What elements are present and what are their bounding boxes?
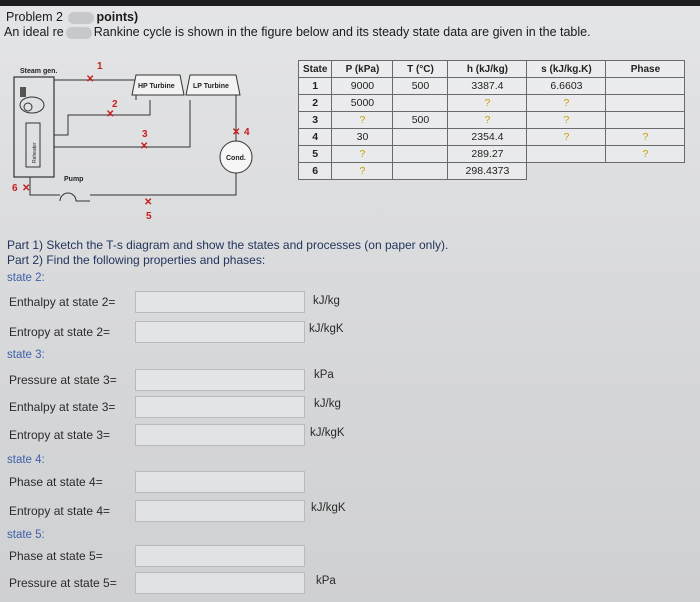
state-marker-1: ✕: [86, 74, 95, 85]
entropy4-label: Entropy at state 4=: [9, 504, 111, 518]
enthalpy3-unit: kJ/kg: [314, 398, 341, 410]
pump-icon: [60, 193, 90, 201]
reheater-label: Reheater: [32, 142, 38, 163]
pressure5-unit: kPa: [316, 575, 336, 587]
cell-temperature: [393, 129, 448, 146]
cell-enthalpy: ?: [448, 112, 527, 129]
hp-turbine-label: HP Turbine: [138, 83, 175, 90]
entropy2-unit: kJ/kgK: [309, 323, 344, 335]
phase4-input[interactable]: [135, 471, 305, 493]
state-marker-3: ✕: [140, 141, 149, 152]
cell-entropy: 6.6603: [527, 78, 606, 95]
cell-enthalpy: 298.4373: [448, 163, 527, 180]
cell-phase: ?: [606, 129, 685, 146]
cell-pressure: 9000: [332, 78, 393, 95]
entropy2-label: Entropy at state 2=: [9, 325, 111, 339]
cell-entropy: ?: [527, 129, 606, 146]
part1-instruction: Part 1) Sketch the T-s diagram and show the states and processes (on paper only).: [7, 238, 449, 252]
cell-pressure: ?: [332, 146, 393, 163]
table-row: [299, 95, 685, 112]
cond-label: Cond.: [226, 155, 246, 162]
state-marker-5: ✕: [144, 197, 153, 208]
cell-temperature: 500: [393, 112, 448, 129]
pump-label: Pump: [64, 176, 84, 183]
cell-enthalpy: 2354.4: [448, 129, 527, 146]
boiler-detail-icon: [20, 87, 26, 97]
phase5-label: Phase at state 5=: [9, 549, 103, 563]
enthalpy2-unit: kJ/kg: [313, 295, 340, 307]
phase4-label: Phase at state 4=: [9, 475, 103, 489]
pipe-6: [30, 177, 60, 195]
state-label-1: 1: [97, 61, 103, 72]
table-row: [299, 78, 685, 95]
state3-heading: state 3:: [7, 349, 45, 361]
obscured-points: [68, 12, 94, 24]
phase5-input[interactable]: [135, 545, 305, 567]
cell-temperature: [393, 163, 448, 180]
pipe-5: [90, 173, 236, 195]
pipe-2: [54, 100, 150, 135]
cell-temperature: [393, 95, 448, 112]
enthalpy2-input[interactable]: [135, 291, 305, 313]
cell-state: 3: [299, 112, 332, 129]
steam-gen-label: Steam gen.: [20, 68, 58, 75]
cell-state: 4: [299, 129, 332, 146]
cell-enthalpy: 289.27: [448, 146, 527, 163]
pipe-3: [54, 100, 190, 147]
top-edge: [0, 0, 700, 6]
cell-pressure: 30: [332, 129, 393, 146]
cell-entropy: ?: [527, 95, 606, 112]
cell-enthalpy: 3387.4: [448, 78, 527, 95]
enthalpy3-input[interactable]: [135, 396, 305, 418]
cell-phase: [606, 163, 685, 180]
obscured-word: [66, 27, 92, 39]
part2-instruction: Part 2) Find the following properties and phases:: [7, 253, 266, 267]
cell-pressure: ?: [332, 112, 393, 129]
enthalpy2-label: Enthalpy at state 2=: [9, 295, 116, 309]
cell-phase: [606, 78, 685, 95]
entropy3-input[interactable]: [135, 424, 305, 446]
pressure3-input[interactable]: [135, 369, 305, 391]
table-row: [299, 112, 685, 129]
cell-phase: [606, 112, 685, 129]
state-marker-2: ✕: [106, 109, 115, 120]
cell-entropy: ?: [527, 112, 606, 129]
state-label-5: 5: [146, 211, 152, 222]
state-label-6: 6: [12, 183, 18, 194]
col-header-phase: Phase: [606, 61, 685, 78]
table-header-row: [299, 61, 685, 78]
cell-phase: [606, 95, 685, 112]
col-header-entropy: s (kJ/kg.K): [527, 61, 606, 78]
table-row: [299, 163, 685, 180]
entropy4-unit: kJ/kgK: [311, 502, 346, 514]
cell-entropy: [527, 163, 606, 180]
problem-statement: An ideal re Rankine cycle is shown in the figure below and its steady state data are given in the table.: [4, 25, 591, 39]
entropy2-input[interactable]: [135, 321, 305, 343]
lp-turbine-label: LP Turbine: [193, 83, 229, 90]
state-label-4: 4: [244, 127, 250, 138]
state4-heading: state 4:: [7, 454, 45, 466]
col-header-enthalpy: h (kJ/kg): [448, 61, 527, 78]
state-marker-4: ✕: [232, 127, 241, 138]
pressure5-input[interactable]: [135, 572, 305, 594]
pressure3-unit: kPa: [314, 369, 334, 381]
state5-heading: state 5:: [7, 529, 45, 541]
cell-pressure: ?: [332, 163, 393, 180]
cell-entropy: [527, 146, 606, 163]
cell-enthalpy: ?: [448, 95, 527, 112]
rankine-cycle-diagram: [0, 55, 290, 225]
cell-temperature: 500: [393, 78, 448, 95]
cell-pressure: 5000: [332, 95, 393, 112]
state-label-2: 2: [112, 99, 118, 110]
cell-state: 6: [299, 163, 332, 180]
state-data-table: [298, 60, 685, 180]
pressure3-label: Pressure at state 3=: [9, 373, 117, 387]
pipe-1: [54, 80, 136, 100]
cell-phase: ?: [606, 146, 685, 163]
enthalpy3-label: Enthalpy at state 3=: [9, 400, 116, 414]
cell-state: 1: [299, 78, 332, 95]
entropy4-input[interactable]: [135, 500, 305, 522]
problem-title: Problem 2 points): [6, 10, 139, 24]
state-label-3: 3: [142, 129, 148, 140]
table-row: [299, 146, 685, 163]
table-row: [299, 129, 685, 146]
entropy3-label: Entropy at state 3=: [9, 428, 111, 442]
col-header-temperature: T (°C): [393, 61, 448, 78]
pressure5-label: Pressure at state 5=: [9, 576, 117, 590]
col-header-state: State: [299, 61, 332, 78]
state-marker-6: ✕: [22, 183, 31, 194]
boiler-inner-icon: [24, 103, 32, 111]
state2-heading: state 2:: [7, 272, 45, 284]
cell-temperature: [393, 146, 448, 163]
cell-state: 2: [299, 95, 332, 112]
cell-state: 5: [299, 146, 332, 163]
col-header-pressure: P (kPa): [332, 61, 393, 78]
entropy3-unit: kJ/kgK: [310, 427, 345, 439]
